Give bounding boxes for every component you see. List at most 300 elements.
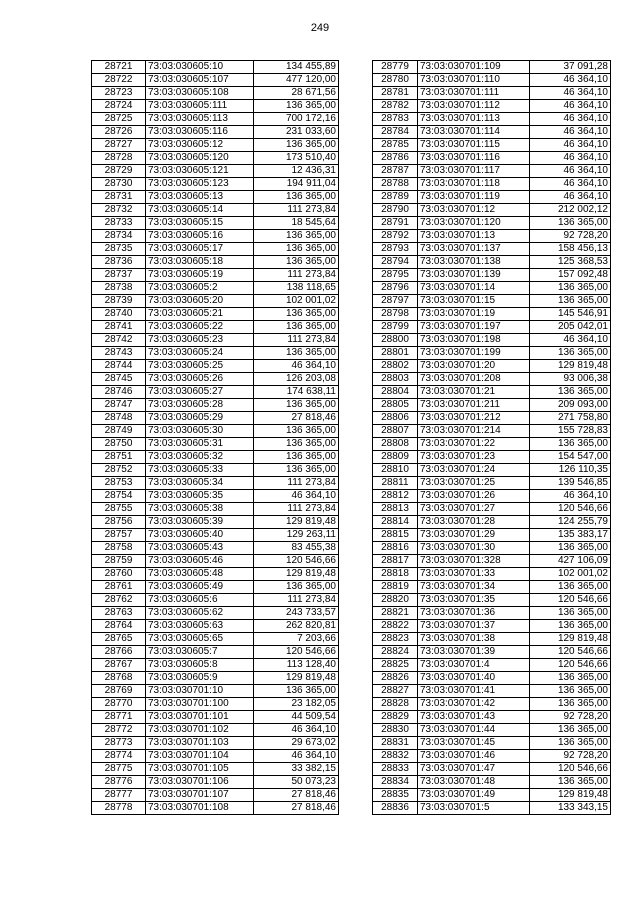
cadastral-number-cell: 73:03:030605:30 xyxy=(146,425,254,438)
value-cell: 139 546,85 xyxy=(530,477,611,490)
table-row xyxy=(92,217,339,230)
row-number-cell: 28787 xyxy=(373,165,418,178)
cadastral-number-cell: 73:03:030605:34 xyxy=(146,477,254,490)
cadastral-number-cell: 73:03:030605:19 xyxy=(146,269,254,282)
row-number-cell: 28786 xyxy=(373,152,418,165)
value-cell: 46 364,10 xyxy=(530,113,611,126)
table-row xyxy=(373,74,611,87)
table-row xyxy=(373,464,611,477)
row-number-cell: 28814 xyxy=(373,516,418,529)
value-cell: 136 365,00 xyxy=(254,425,339,438)
value-cell: 111 273,84 xyxy=(254,204,339,217)
table-row xyxy=(373,568,611,581)
table-row xyxy=(373,113,611,126)
table-row xyxy=(373,126,611,139)
cadastral-number-cell: 73:03:030605:6 xyxy=(146,594,254,607)
value-cell: 120 546,66 xyxy=(530,763,611,776)
value-cell: 136 365,00 xyxy=(530,776,611,789)
row-number-cell: 28741 xyxy=(92,321,146,334)
value-cell: 134 455,89 xyxy=(254,61,339,74)
table-row xyxy=(373,711,611,724)
table-row xyxy=(373,737,611,750)
value-cell: 46 364,10 xyxy=(530,178,611,191)
table-row xyxy=(92,594,339,607)
cadastral-number-cell: 73:03:030701:114 xyxy=(418,126,530,139)
row-number-cell: 28794 xyxy=(373,256,418,269)
cadastral-number-cell: 73:03:030701:29 xyxy=(418,529,530,542)
value-cell: 50 073,23 xyxy=(254,776,339,789)
cadastral-number-cell: 73:03:030605:65 xyxy=(146,633,254,646)
value-cell: 138 118,65 xyxy=(254,282,339,295)
row-number-cell: 28770 xyxy=(92,698,146,711)
row-number-cell: 28835 xyxy=(373,789,418,802)
cadastral-number-cell: 73:03:030701:38 xyxy=(418,633,530,646)
value-cell: 27 818,46 xyxy=(254,802,339,815)
value-cell: 129 819,48 xyxy=(530,789,611,802)
table-row xyxy=(92,581,339,594)
value-cell: 120 546,66 xyxy=(530,659,611,672)
table-row xyxy=(373,802,611,815)
table-row xyxy=(92,724,339,737)
row-number-cell: 28745 xyxy=(92,373,146,386)
value-cell: 46 364,10 xyxy=(254,750,339,763)
table-row xyxy=(373,750,611,763)
cadastral-number-cell: 73:03:030605:13 xyxy=(146,191,254,204)
value-cell: 111 273,84 xyxy=(254,503,339,516)
value-cell: 12 436,31 xyxy=(254,165,339,178)
table-row xyxy=(373,165,611,178)
cadastral-number-cell: 73:03:030605:10 xyxy=(146,61,254,74)
row-number-cell: 28763 xyxy=(92,607,146,620)
value-cell: 46 364,10 xyxy=(530,191,611,204)
value-cell: 46 364,10 xyxy=(530,126,611,139)
value-cell: 135 383,17 xyxy=(530,529,611,542)
value-cell: 145 546,91 xyxy=(530,308,611,321)
row-number-cell: 28820 xyxy=(373,594,418,607)
cadastral-number-cell: 73:03:030701:197 xyxy=(418,321,530,334)
row-number-cell: 28750 xyxy=(92,438,146,451)
row-number-cell: 28808 xyxy=(373,438,418,451)
cadastral-number-cell: 73:03:030701:22 xyxy=(418,438,530,451)
table-row xyxy=(92,477,339,490)
table-row xyxy=(373,386,611,399)
cadastral-number-cell: 73:03:030701:40 xyxy=(418,672,530,685)
row-number-cell: 28803 xyxy=(373,373,418,386)
value-cell: 271 758,80 xyxy=(530,412,611,425)
cadastral-number-cell: 73:03:030701:4 xyxy=(418,659,530,672)
row-number-cell: 28755 xyxy=(92,503,146,516)
cadastral-number-cell: 73:03:030605:8 xyxy=(146,659,254,672)
value-cell: 111 273,84 xyxy=(254,334,339,347)
row-number-cell: 28753 xyxy=(92,477,146,490)
cadastral-number-cell: 73:03:030605:29 xyxy=(146,412,254,425)
value-cell: 136 365,00 xyxy=(254,581,339,594)
cadastral-number-cell: 73:03:030605:39 xyxy=(146,516,254,529)
row-number-cell: 28798 xyxy=(373,308,418,321)
cadastral-number-cell: 73:03:030605:108 xyxy=(146,87,254,100)
row-number-cell: 28799 xyxy=(373,321,418,334)
table-row xyxy=(92,269,339,282)
cadastral-number-cell: 73:03:030605:38 xyxy=(146,503,254,516)
row-number-cell: 28776 xyxy=(92,776,146,789)
cadastral-number-cell: 73:03:030701:105 xyxy=(146,763,254,776)
value-cell: 129 819,48 xyxy=(254,672,339,685)
value-cell: 427 106,09 xyxy=(530,555,611,568)
value-cell: 120 546,66 xyxy=(254,555,339,568)
table-row xyxy=(92,113,339,126)
table-row xyxy=(92,399,339,412)
value-cell: 120 546,66 xyxy=(530,646,611,659)
cadastral-number-cell: 73:03:030605:121 xyxy=(146,165,254,178)
cadastral-number-cell: 73:03:030701:37 xyxy=(418,620,530,633)
value-cell: 136 365,00 xyxy=(530,295,611,308)
row-number-cell: 28824 xyxy=(373,646,418,659)
cadastral-number-cell: 73:03:030605:25 xyxy=(146,360,254,373)
row-number-cell: 28836 xyxy=(373,802,418,815)
table-row xyxy=(373,529,611,542)
table-row xyxy=(92,61,339,74)
cadastral-number-cell: 73:03:030701:198 xyxy=(418,334,530,347)
table-row xyxy=(373,360,611,373)
cadastral-number-cell: 73:03:030605:26 xyxy=(146,373,254,386)
value-cell: 136 365,00 xyxy=(254,191,339,204)
row-number-cell: 28834 xyxy=(373,776,418,789)
cadastral-number-cell: 73:03:030605:27 xyxy=(146,386,254,399)
row-number-cell: 28742 xyxy=(92,334,146,347)
row-number-cell: 28760 xyxy=(92,568,146,581)
row-number-cell: 28785 xyxy=(373,139,418,152)
table-row xyxy=(373,581,611,594)
value-cell: 129 819,48 xyxy=(254,516,339,529)
cadastral-number-cell: 73:03:030605:32 xyxy=(146,451,254,464)
cadastral-number-cell: 73:03:030605:9 xyxy=(146,672,254,685)
table-row xyxy=(92,802,339,815)
table-row xyxy=(373,594,611,607)
row-number-cell: 28747 xyxy=(92,399,146,412)
row-number-cell: 28725 xyxy=(92,113,146,126)
row-number-cell: 28817 xyxy=(373,555,418,568)
row-number-cell: 28773 xyxy=(92,737,146,750)
row-number-cell: 28831 xyxy=(373,737,418,750)
table-row xyxy=(373,412,611,425)
row-number-cell: 28748 xyxy=(92,412,146,425)
table-row xyxy=(92,516,339,529)
table-row xyxy=(92,607,339,620)
cadastral-number-cell: 73:03:030605:116 xyxy=(146,126,254,139)
cadastral-number-cell: 73:03:030701:35 xyxy=(418,594,530,607)
cadastral-number-cell: 73:03:030701:137 xyxy=(418,243,530,256)
row-number-cell: 28759 xyxy=(92,555,146,568)
cadastral-number-cell: 73:03:030701:106 xyxy=(146,776,254,789)
row-number-cell: 28726 xyxy=(92,126,146,139)
cadastral-number-cell: 73:03:030605:22 xyxy=(146,321,254,334)
cadastral-number-cell: 73:03:030605:113 xyxy=(146,113,254,126)
value-cell: 124 255,79 xyxy=(530,516,611,529)
row-number-cell: 28811 xyxy=(373,477,418,490)
row-number-cell: 28744 xyxy=(92,360,146,373)
value-cell: 18 545,64 xyxy=(254,217,339,230)
cadastral-number-cell: 73:03:030701:30 xyxy=(418,542,530,555)
value-cell: 136 365,00 xyxy=(254,230,339,243)
value-cell: 136 365,00 xyxy=(254,321,339,334)
table-row xyxy=(92,425,339,438)
value-cell: 209 093,00 xyxy=(530,399,611,412)
row-number-cell: 28816 xyxy=(373,542,418,555)
row-number-cell: 28752 xyxy=(92,464,146,477)
value-cell: 129 819,48 xyxy=(530,360,611,373)
table-row xyxy=(92,295,339,308)
row-number-cell: 28767 xyxy=(92,659,146,672)
value-cell: 23 182,05 xyxy=(254,698,339,711)
table-row xyxy=(92,191,339,204)
registry-table-left xyxy=(91,60,339,815)
cadastral-number-cell: 73:03:030605:49 xyxy=(146,581,254,594)
value-cell: 136 365,00 xyxy=(254,685,339,698)
value-cell: 46 364,10 xyxy=(530,490,611,503)
row-number-cell: 28757 xyxy=(92,529,146,542)
value-cell: 46 364,10 xyxy=(530,74,611,87)
table-row xyxy=(92,230,339,243)
table-row xyxy=(92,763,339,776)
row-number-cell: 28743 xyxy=(92,347,146,360)
cadastral-number-cell: 73:03:030701:109 xyxy=(418,61,530,74)
cadastral-number-cell: 73:03:030605:120 xyxy=(146,152,254,165)
value-cell: 136 365,00 xyxy=(254,464,339,477)
table-row xyxy=(92,490,339,503)
row-number-cell: 28825 xyxy=(373,659,418,672)
cadastral-number-cell: 73:03:030701:101 xyxy=(146,711,254,724)
row-number-cell: 28792 xyxy=(373,230,418,243)
table-row xyxy=(373,61,611,74)
table-row xyxy=(373,451,611,464)
table-row xyxy=(373,100,611,113)
row-number-cell: 28778 xyxy=(92,802,146,815)
cadastral-number-cell: 73:03:030701:211 xyxy=(418,399,530,412)
table-row xyxy=(373,555,611,568)
table-row xyxy=(373,672,611,685)
value-cell: 205 042,01 xyxy=(530,321,611,334)
table-row xyxy=(373,139,611,152)
value-cell: 129 263,11 xyxy=(254,529,339,542)
table-row xyxy=(92,711,339,724)
table-row xyxy=(92,87,339,100)
cadastral-number-cell: 73:03:030605:12 xyxy=(146,139,254,152)
table-row xyxy=(373,620,611,633)
cadastral-number-cell: 73:03:030701:115 xyxy=(418,139,530,152)
cadastral-number-cell: 73:03:030701:27 xyxy=(418,503,530,516)
cadastral-number-cell: 73:03:030701:47 xyxy=(418,763,530,776)
value-cell: 46 364,10 xyxy=(530,87,611,100)
table-body-right xyxy=(373,61,611,815)
row-number-cell: 28768 xyxy=(92,672,146,685)
cadastral-number-cell: 73:03:030701:111 xyxy=(418,87,530,100)
row-number-cell: 28833 xyxy=(373,763,418,776)
row-number-cell: 28797 xyxy=(373,295,418,308)
row-number-cell: 28772 xyxy=(92,724,146,737)
row-number-cell: 28791 xyxy=(373,217,418,230)
table-row xyxy=(92,555,339,568)
value-cell: 126 203,08 xyxy=(254,373,339,386)
row-number-cell: 28723 xyxy=(92,87,146,100)
value-cell: 133 343,15 xyxy=(530,802,611,815)
table-row xyxy=(373,347,611,360)
table-row xyxy=(92,776,339,789)
table-row xyxy=(92,204,339,217)
cadastral-number-cell: 73:03:030701:44 xyxy=(418,724,530,737)
value-cell: 136 365,00 xyxy=(254,399,339,412)
table-row xyxy=(373,87,611,100)
value-cell: 136 365,00 xyxy=(530,607,611,620)
cadastral-number-cell: 73:03:030701:43 xyxy=(418,711,530,724)
row-number-cell: 28739 xyxy=(92,295,146,308)
row-number-cell: 28826 xyxy=(373,672,418,685)
table-row xyxy=(373,763,611,776)
table-row xyxy=(373,646,611,659)
row-number-cell: 28724 xyxy=(92,100,146,113)
table-row xyxy=(92,698,339,711)
cadastral-number-cell: 73:03:030605:46 xyxy=(146,555,254,568)
row-number-cell: 28780 xyxy=(373,74,418,87)
table-row xyxy=(373,230,611,243)
table-row xyxy=(373,724,611,737)
table-row xyxy=(92,529,339,542)
table-row xyxy=(373,204,611,217)
cadastral-number-cell: 73:03:030701:26 xyxy=(418,490,530,503)
value-cell: 46 364,10 xyxy=(530,165,611,178)
value-cell: 46 364,10 xyxy=(254,490,339,503)
table-row xyxy=(373,438,611,451)
cadastral-number-cell: 73:03:030605:7 xyxy=(146,646,254,659)
cadastral-number-cell: 73:03:030605:31 xyxy=(146,438,254,451)
cadastral-number-cell: 73:03:030701:208 xyxy=(418,373,530,386)
row-number-cell: 28782 xyxy=(373,100,418,113)
row-number-cell: 28796 xyxy=(373,282,418,295)
cadastral-number-cell: 73:03:030701:107 xyxy=(146,789,254,802)
cadastral-number-cell: 73:03:030701:119 xyxy=(418,191,530,204)
row-number-cell: 28731 xyxy=(92,191,146,204)
cadastral-number-cell: 73:03:030701:36 xyxy=(418,607,530,620)
value-cell: 136 365,00 xyxy=(530,724,611,737)
cadastral-number-cell: 73:03:030701:10 xyxy=(146,685,254,698)
cadastral-number-cell: 73:03:030701:5 xyxy=(418,802,530,815)
cadastral-number-cell: 73:03:030701:104 xyxy=(146,750,254,763)
cadastral-number-cell: 73:03:030605:2 xyxy=(146,282,254,295)
cadastral-number-cell: 73:03:030701:28 xyxy=(418,516,530,529)
cadastral-number-cell: 73:03:030701:214 xyxy=(418,425,530,438)
value-cell: 92 728,20 xyxy=(530,230,611,243)
value-cell: 92 728,20 xyxy=(530,750,611,763)
cadastral-number-cell: 73:03:030701:21 xyxy=(418,386,530,399)
value-cell: 102 001,02 xyxy=(530,568,611,581)
value-cell: 155 728,83 xyxy=(530,425,611,438)
row-number-cell: 28771 xyxy=(92,711,146,724)
row-number-cell: 28728 xyxy=(92,152,146,165)
cadastral-number-cell: 73:03:030605:21 xyxy=(146,308,254,321)
row-number-cell: 28812 xyxy=(373,490,418,503)
row-number-cell: 28830 xyxy=(373,724,418,737)
table-row xyxy=(92,659,339,672)
table-row xyxy=(92,282,339,295)
value-cell: 154 547,00 xyxy=(530,451,611,464)
registry-table-right xyxy=(372,60,611,815)
row-number-cell: 28730 xyxy=(92,178,146,191)
table-row xyxy=(373,269,611,282)
cadastral-number-cell: 73:03:030701:120 xyxy=(418,217,530,230)
value-cell: 28 671,56 xyxy=(254,87,339,100)
row-number-cell: 28751 xyxy=(92,451,146,464)
table-row xyxy=(373,256,611,269)
table-row xyxy=(92,568,339,581)
row-number-cell: 28800 xyxy=(373,334,418,347)
value-cell: 136 365,00 xyxy=(530,282,611,295)
value-cell: 136 365,00 xyxy=(530,581,611,594)
value-cell: 231 033,60 xyxy=(254,126,339,139)
cadastral-number-cell: 73:03:030605:17 xyxy=(146,243,254,256)
row-number-cell: 28790 xyxy=(373,204,418,217)
page-number: 249 xyxy=(310,22,330,34)
value-cell: 136 365,00 xyxy=(254,451,339,464)
row-number-cell: 28828 xyxy=(373,698,418,711)
cadastral-number-cell: 73:03:030701:118 xyxy=(418,178,530,191)
cadastral-number-cell: 73:03:030605:14 xyxy=(146,204,254,217)
cadastral-number-cell: 73:03:030701:20 xyxy=(418,360,530,373)
cadastral-number-cell: 73:03:030701:100 xyxy=(146,698,254,711)
table-row xyxy=(373,685,611,698)
table-row xyxy=(373,789,611,802)
row-number-cell: 28827 xyxy=(373,685,418,698)
cadastral-number-cell: 73:03:030605:35 xyxy=(146,490,254,503)
table-row xyxy=(92,165,339,178)
value-cell: 120 546,66 xyxy=(530,503,611,516)
row-number-cell: 28823 xyxy=(373,633,418,646)
cadastral-number-cell: 73:03:030605:62 xyxy=(146,607,254,620)
value-cell: 120 546,66 xyxy=(254,646,339,659)
value-cell: 136 365,00 xyxy=(530,438,611,451)
value-cell: 92 728,20 xyxy=(530,711,611,724)
table-row xyxy=(373,399,611,412)
table-row xyxy=(92,243,339,256)
row-number-cell: 28832 xyxy=(373,750,418,763)
table-row xyxy=(373,425,611,438)
table-row xyxy=(373,542,611,555)
row-number-cell: 28738 xyxy=(92,282,146,295)
row-number-cell: 28764 xyxy=(92,620,146,633)
value-cell: 136 365,00 xyxy=(530,698,611,711)
cadastral-number-cell: 73:03:030605:20 xyxy=(146,295,254,308)
row-number-cell: 28784 xyxy=(373,126,418,139)
value-cell: 194 911,04 xyxy=(254,178,339,191)
table-row xyxy=(373,191,611,204)
table-row xyxy=(373,217,611,230)
row-number-cell: 28746 xyxy=(92,386,146,399)
row-number-cell: 28732 xyxy=(92,204,146,217)
cadastral-number-cell: 73:03:030701:139 xyxy=(418,269,530,282)
table-row xyxy=(92,126,339,139)
value-cell: 136 365,00 xyxy=(530,685,611,698)
row-number-cell: 28735 xyxy=(92,243,146,256)
cadastral-number-cell: 73:03:030701:113 xyxy=(418,113,530,126)
value-cell: 27 818,46 xyxy=(254,789,339,802)
value-cell: 46 364,10 xyxy=(530,139,611,152)
value-cell: 212 002,12 xyxy=(530,204,611,217)
value-cell: 136 365,00 xyxy=(530,217,611,230)
table-row xyxy=(92,633,339,646)
value-cell: 33 382,15 xyxy=(254,763,339,776)
row-number-cell: 28821 xyxy=(373,607,418,620)
table-row xyxy=(92,152,339,165)
row-number-cell: 28815 xyxy=(373,529,418,542)
table-row xyxy=(92,360,339,373)
